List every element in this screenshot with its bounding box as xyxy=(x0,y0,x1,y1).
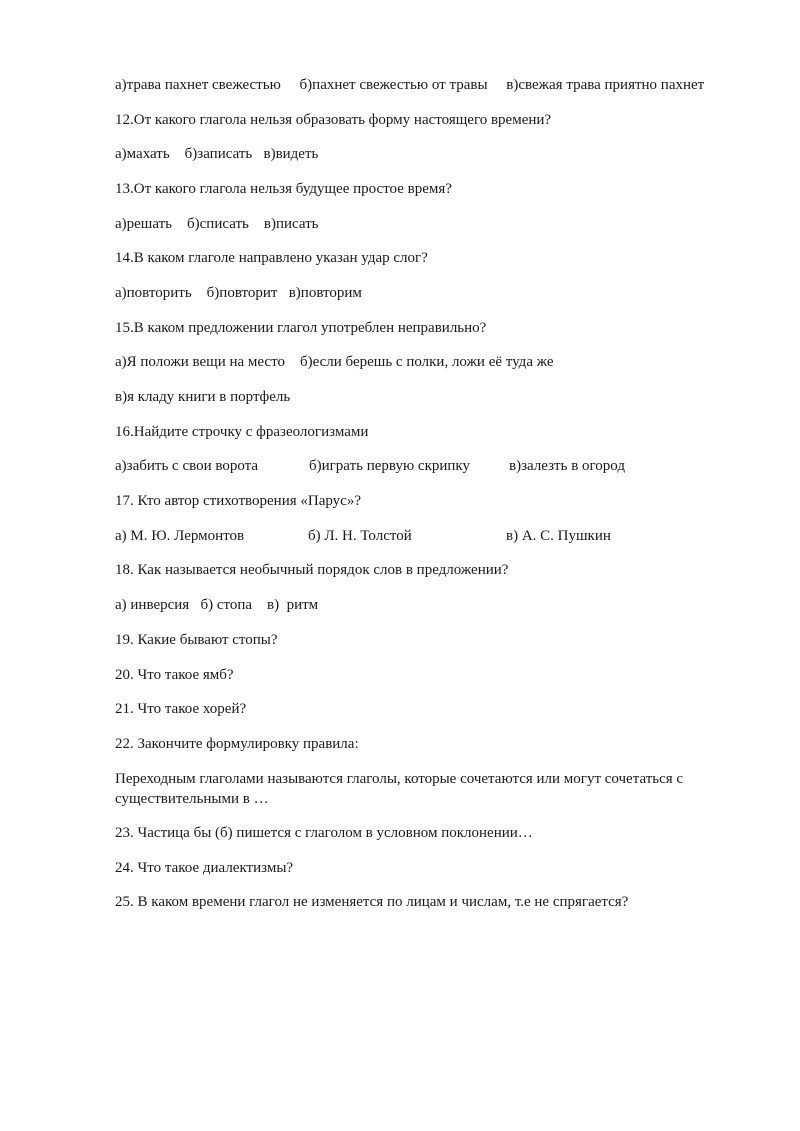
q16-option-b: б)играть первую скрипку xyxy=(309,458,471,475)
q15-answer-options-line-2: в)я кладу книги в портфель xyxy=(115,389,291,405)
question-22: 22. Закончите формулировку правила: xyxy=(115,735,359,752)
question-19: 19. Какие бывают стопы? xyxy=(115,631,278,648)
q17-option-c: в) А. С. Пушкин xyxy=(506,527,611,544)
question-13: 13.От какого глагола нельзя будущее простое время? xyxy=(115,180,452,197)
question-17: 17. Кто автор стихотворения «Парус»? xyxy=(115,493,361,510)
question-20: 20. Что такое ямб? xyxy=(115,666,234,683)
q13-answer-options: а)решать б)списать в)писать xyxy=(115,215,319,232)
q16-answer-options xyxy=(115,456,730,476)
q22-rule-text: Переходным глаголами называются глаголы, которые сочетаются или могут сочетаться с существительными в … xyxy=(115,770,684,807)
document-body xyxy=(115,75,730,927)
question-23: 23. Частица бы (б) пишется с глаголом в условном поклонении… xyxy=(115,825,533,842)
q18-answer-options: а) инверсия б) стопа в) ритм xyxy=(115,597,319,614)
question-15: 15.В каком предложении глагол употреблен неправильно? xyxy=(115,319,487,336)
q16-option-a: а)забить с свои ворота xyxy=(115,458,259,475)
q17-answer-options xyxy=(115,526,730,546)
q17-option-b: б) Л. Н. Толстой xyxy=(308,527,412,544)
q12-answer-options: а)махать б)записать в)видеть xyxy=(115,146,319,163)
question-25: 25. В каком времени глагол не изменяется по лицам и числам, т.е не спрягается? xyxy=(115,894,629,911)
question-21: 21. Что такое хорей? xyxy=(115,701,247,718)
question-24: 24. Что такое диалектизмы? xyxy=(115,859,294,876)
question-16: 16.Найдите строчку с фразеологизмами xyxy=(115,423,369,440)
q17-option-a: а) М. Ю. Лермонтов xyxy=(115,527,245,544)
q15-answer-options-line-1: а)Я положи вещи на место б)если берешь с полки, ложи её туда же xyxy=(115,354,554,371)
q11-answer-options: а)трава пахнет свежестью б)пахнет свежестью от травы в)свежая трава приятно пахнет xyxy=(115,77,705,93)
question-12: 12.От какого глагола нельзя образовать форму настоящего времени? xyxy=(115,111,552,128)
q14-answer-options: а)повторить б)повторит в)повторим xyxy=(115,284,362,301)
q16-option-c: в)залезть в огород xyxy=(509,458,626,475)
question-18: 18. Как называется необычный порядок слов в предложении? xyxy=(115,562,509,579)
question-14: 14.В каком глаголе направлено указан удар слог? xyxy=(115,250,428,267)
